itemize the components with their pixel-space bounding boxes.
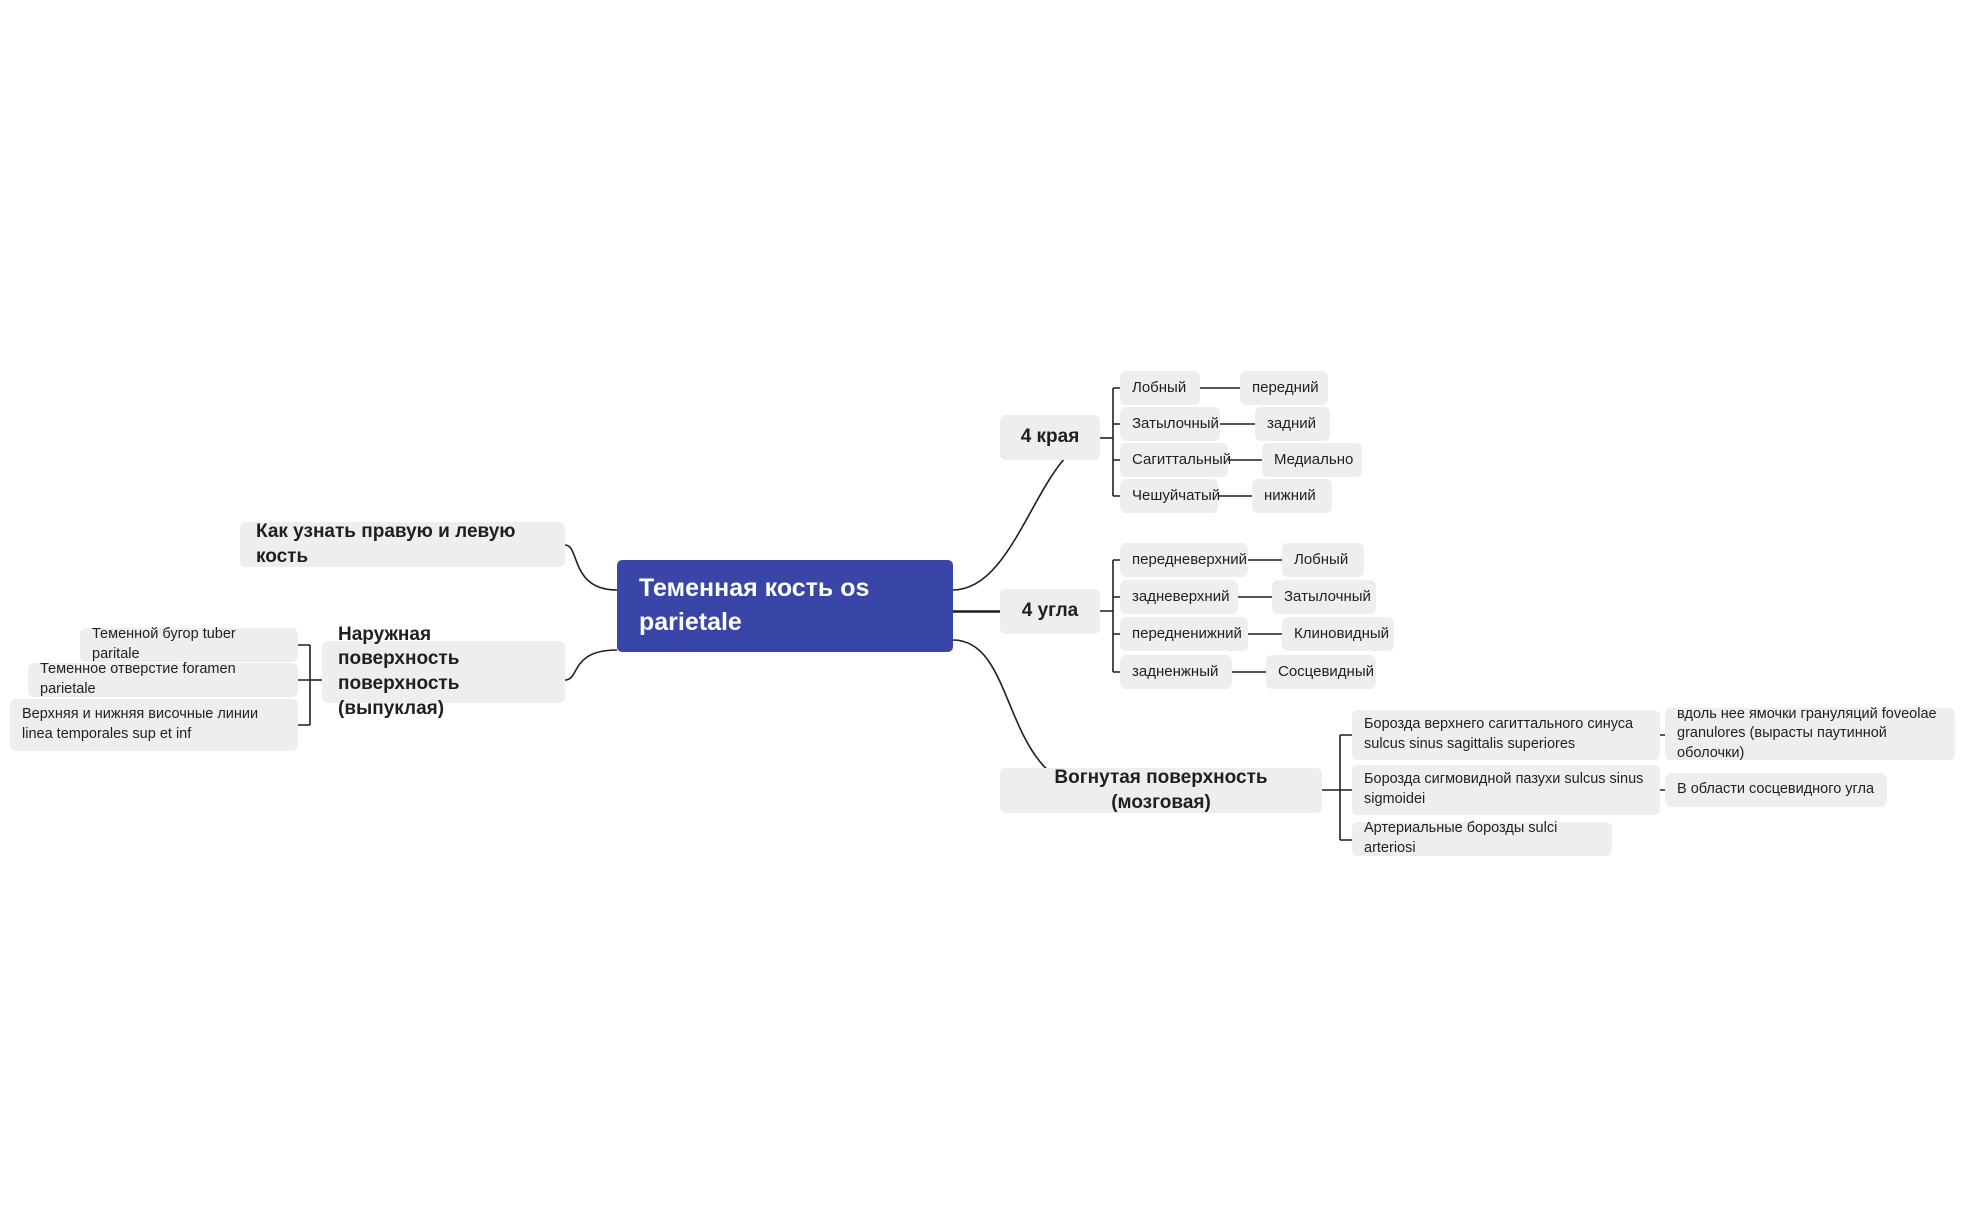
- concave-node-sigmoid-sulcus[interactable]: [1352, 765, 1660, 815]
- angle-detail-sphenoid-label: Клиновидный: [1294, 624, 1390, 642]
- concave-detail-foveolae-label: вдоль нее ямочки грануляций foveolae granulores (вырасты паутинной оболочки): [1677, 705, 1937, 761]
- outer-node-temporal-lines-label: Верхняя и нижняя височные линии linea temporales sup et inf: [22, 706, 259, 742]
- edge-node-occipital[interactable]: [1120, 407, 1220, 441]
- angle-detail-frontal[interactable]: [1282, 543, 1364, 577]
- branch-node-how-to-tell-sides-label: Как узнать правую и левую кость: [256, 520, 516, 567]
- concave-node-sagittal-sulcus-label: Борозда верхнего сагиттального синуса sulcus sinus sagittalis superiores: [1364, 716, 1634, 752]
- branch-node-angles-label: 4 угла: [1021, 600, 1079, 622]
- angle-node-anteroinferior-label: передненижний: [1132, 624, 1242, 642]
- branch-node-edges[interactable]: [1000, 415, 1100, 460]
- outer-node-foramen-parietale-label: Теменное отверстие foramen parietale: [40, 661, 236, 697]
- root-node[interactable]: [617, 560, 953, 652]
- outer-node-foramen-parietale[interactable]: [28, 663, 298, 697]
- branch-node-outer-surface-label: Наружная поверхность поверхность (выпуклая): [338, 623, 460, 719]
- angle-detail-frontal-label: Лобный: [1294, 550, 1349, 568]
- concave-detail-mastoid-angle[interactable]: [1665, 773, 1887, 807]
- edge-node-occipital-label: Затылочный: [1132, 414, 1219, 432]
- concave-node-arterial-sulci[interactable]: [1352, 822, 1612, 856]
- branch-node-edges-label: 4 края: [1020, 426, 1080, 448]
- angle-node-posteroinferior[interactable]: [1120, 655, 1232, 689]
- edge-node-frontal-label: Лобный: [1132, 378, 1187, 396]
- branch-node-concave-surface-label: Вогнутая поверхность (мозговая): [1054, 766, 1268, 813]
- angle-node-posterosuperior-label: задневерхний: [1132, 587, 1230, 605]
- branch-node-how-to-tell-sides[interactable]: [240, 522, 565, 567]
- concave-node-sagittal-sulcus[interactable]: [1352, 710, 1660, 760]
- edge-detail-anterior[interactable]: [1240, 371, 1328, 405]
- edge-detail-inferior[interactable]: [1252, 479, 1332, 513]
- angle-detail-occipital[interactable]: [1272, 580, 1376, 614]
- outer-node-tuber-parietale-label: Теменной бугор tuber paritale: [92, 626, 236, 662]
- edge-detail-anterior-label: передний: [1252, 378, 1319, 396]
- edge-node-sagittal[interactable]: [1120, 443, 1232, 477]
- angle-detail-sphenoid[interactable]: [1282, 617, 1394, 651]
- edge-node-squamous-label: Чешуйчатый: [1132, 486, 1221, 504]
- root-node-label: Теменная кость os parietale: [639, 574, 870, 636]
- branch-node-concave-surface[interactable]: [1000, 768, 1322, 813]
- concave-detail-foveolae[interactable]: [1665, 705, 1955, 761]
- edge-detail-posterior[interactable]: [1255, 407, 1330, 441]
- outer-node-temporal-lines[interactable]: [10, 699, 298, 751]
- angle-detail-occipital-label: Затылочный: [1284, 587, 1371, 605]
- angle-node-posterosuperior[interactable]: [1120, 580, 1238, 614]
- concave-node-sigmoid-sulcus-label: Борозда сигмовидной пазухи sulcus sinus sigmoidei: [1364, 771, 1644, 807]
- angle-node-anteroinferior[interactable]: [1120, 617, 1248, 651]
- concave-detail-mastoid-angle-label: В области сосцевидного угла: [1677, 781, 1875, 798]
- outer-node-tuber-parietale[interactable]: [80, 628, 298, 662]
- angle-node-anterosuperior[interactable]: [1120, 543, 1248, 577]
- branch-node-angles[interactable]: [1000, 589, 1100, 634]
- edge-detail-inferior-label: нижний: [1264, 486, 1316, 504]
- edge-node-frontal[interactable]: [1120, 371, 1200, 405]
- angle-node-posteroinferior-label: задненжный: [1132, 662, 1219, 680]
- edge-detail-medial-label: Медиально: [1274, 450, 1354, 468]
- angle-detail-mastoid[interactable]: [1266, 655, 1376, 689]
- angle-detail-mastoid-label: Сосцевидный: [1278, 662, 1374, 680]
- branch-node-outer-surface[interactable]: [322, 623, 565, 719]
- angle-node-anterosuperior-label: передневерхний: [1132, 550, 1248, 568]
- edge-node-squamous[interactable]: [1120, 479, 1221, 513]
- concave-node-arterial-sulci-label: Артериальные борозды sulci arteriosi: [1364, 820, 1558, 856]
- edge-node-sagittal-label: Сагиттальный: [1132, 450, 1232, 468]
- edge-detail-posterior-label: задний: [1267, 414, 1317, 432]
- edge-detail-medial[interactable]: [1262, 443, 1362, 477]
